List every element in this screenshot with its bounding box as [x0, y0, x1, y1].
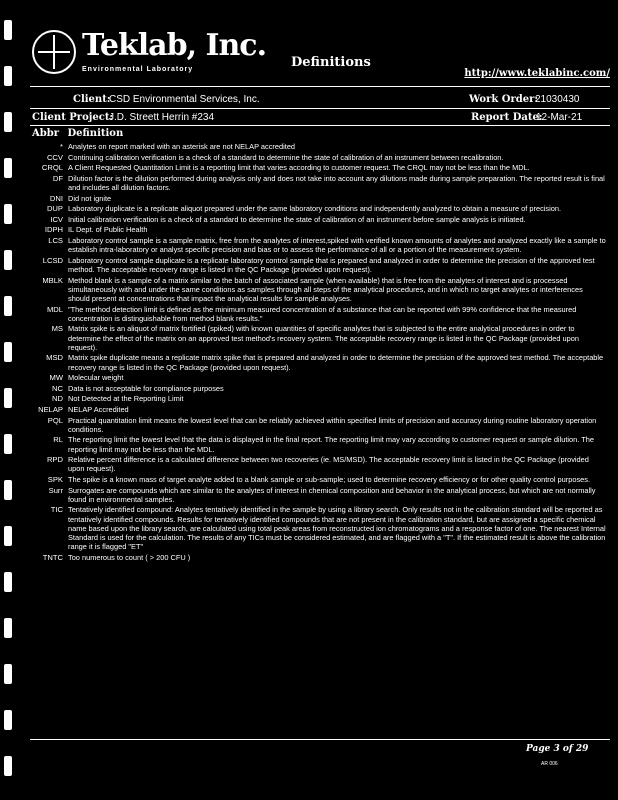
- definition-row: [30, 553, 612, 562]
- definition-abbr: MBLK: [42, 275, 63, 285]
- punch-hole: [4, 572, 12, 592]
- definitions-list: [30, 142, 612, 563]
- definition-text: Did not ignite: [68, 193, 112, 203]
- definition-text: The reporting limit the lowest level that the data is displayed in the final report. The reporting limit may vary according to customer request or sample dilution. The reporting limit may not be less than the MDL.: [68, 435, 594, 454]
- definition-text: NELAP Accredited: [68, 404, 129, 414]
- punch-hole: [4, 20, 12, 40]
- definition-abbr: ND: [52, 394, 63, 404]
- report-date-label: Report Date:: [471, 112, 543, 123]
- definition-row: [30, 394, 612, 403]
- project-divider: [30, 125, 610, 126]
- punch-hole: [4, 158, 12, 178]
- definition-abbr: LCS: [48, 235, 63, 245]
- definition-row: [30, 505, 612, 551]
- definition-row: [30, 256, 612, 274]
- definition-text: Initial calibration verification is a check of a standard to determine the state of calibration of an instrument before sample analysis is initiated.: [68, 214, 526, 224]
- definition-abbr: DUP: [46, 204, 63, 214]
- definition-text: Relative percent difference is a calculated difference between two recoveries (ie. MS/MSD). The acceptable recovery limit is listed in the QC Package (provided upon request).: [68, 455, 589, 474]
- logo-subtitle: Environmental Laboratory: [82, 66, 194, 73]
- definition-text: Matrix spike is an aliquot of matrix fortified (spiked) with known quantities of specific analytes that is subjected to the entire analytical procedures in order to determine the effect of the matrix on an approved test method's recovery system. The acceptable recovery range is listed in the QC Package (provided upon request).: [68, 324, 579, 352]
- definition-row: [30, 373, 612, 382]
- definition-row: [30, 486, 612, 504]
- definition-abbr: LCSD: [42, 255, 63, 265]
- definition-row: [30, 435, 612, 453]
- definition-abbr: NELAP: [38, 404, 63, 414]
- work-order-label: Work Order:: [469, 94, 539, 105]
- punch-hole: [4, 388, 12, 408]
- definition-row: [30, 455, 612, 473]
- punch-hole: [4, 434, 12, 454]
- definition-abbr: MDL: [46, 304, 63, 314]
- teklab-logo: [30, 26, 267, 82]
- definition-row: [30, 236, 612, 254]
- definition-row: [30, 405, 612, 414]
- definition-row: [30, 416, 612, 434]
- definition-abbr: TNTC: [42, 552, 63, 562]
- abbr-column-header: Abbr: [32, 128, 60, 139]
- work-order-value: 21030430: [535, 94, 580, 105]
- punch-hole: [4, 66, 12, 86]
- report-date-value: 12-Mar-21: [536, 112, 583, 123]
- definition-abbr: MW: [49, 373, 63, 383]
- definition-text: Practical quantitation limit means the lowest level that can be reliably achieved within specified limits of precision and accuracy during routine laboratory operation conditions.: [68, 415, 597, 434]
- punch-hole: [4, 342, 12, 362]
- definition-row: [30, 153, 612, 162]
- definition-text: Laboratory control sample is a sample matrix, free from the analytes of interest,spiked with verified known amounts of analytes and analyzed exactly like a sample to establish intra-laboratory or analyst specific precision and bias or to assess the performance of all or a portion of the measurement system.: [68, 235, 606, 255]
- definition-text: Not Detected at the Reporting Limit: [68, 394, 184, 404]
- definition-abbr: NC: [52, 383, 63, 393]
- definition-row: [30, 276, 612, 304]
- definition-abbr: SPK: [47, 474, 63, 484]
- punch-hole: [4, 664, 12, 684]
- definition-text: The spike is a known mass of target analyte added to a blank sample or sub-sample; used to determine recovery efficiency or for other quality control purposes.: [68, 474, 590, 484]
- punch-hole: [4, 710, 12, 730]
- definition-row: [30, 194, 612, 203]
- definition-text: Data is not acceptable for compliance purposes: [68, 383, 224, 393]
- definition-row: [30, 324, 612, 352]
- definition-text: Laboratory duplicate is a replicate aliquot prepared under the same laboratory conditions and independently analyzed to obtain a measure of precision.: [68, 204, 562, 214]
- definition-row: [30, 142, 612, 151]
- definition-abbr: MS: [51, 324, 63, 334]
- logo-name: Teklab, Inc.: [82, 28, 267, 63]
- definition-row: [30, 204, 612, 213]
- definition-text: Method blank is a sample of a matrix similar to the batch of associated sample (when available) that is free from the analytes of interest and is processed simultaneously with and under the same conditions as samples through all steps of the analytical procedures, and in which no target analytes or interferences should present at concentrations that impact the analytical results for sample analyses.: [68, 275, 583, 303]
- definition-column-header: Definition: [67, 128, 124, 139]
- punch-hole: [4, 296, 12, 316]
- client-project-value: J.D. Streett Herrin #234: [109, 112, 215, 123]
- definition-abbr: TIC: [50, 505, 63, 515]
- globe-icon: [32, 30, 76, 74]
- definition-row: [30, 163, 612, 172]
- definition-text: Matrix spike duplicate means a replicate matrix spike that is prepared and analyzed in order to determine the precision of the approved test method. The acceptable recovery range is listed in the QC Package (provided upon request).: [68, 353, 604, 372]
- definition-text: Dilution factor is the dilution performed during analysis only and does not take into account any dilutions made during sample preparation. The reported result is final and includes all dilution factors.: [68, 173, 605, 192]
- definition-text: Surrogates are compounds which are similar to the analytes of interest in chemical composition and behavior in the analytical process, but which are not normally found in environmental samples.: [68, 485, 596, 504]
- definition-text: Continuing calibration verification is a check of a standard to determine the state of calibration of an instrument between recalibration.: [68, 152, 504, 162]
- definition-text: Too numerous to count ( > 200 CFU ): [68, 552, 191, 562]
- definition-row: [30, 353, 612, 371]
- definition-row: [30, 305, 612, 323]
- definition-abbr: CRQL: [41, 163, 63, 173]
- punch-hole: [4, 204, 12, 224]
- definition-abbr: MSD: [46, 353, 63, 363]
- definition-row: [30, 225, 612, 234]
- client-label: Client:: [73, 94, 111, 105]
- definition-text: IL Dept. of Public Health: [68, 225, 148, 235]
- definition-text: Molecular weight: [68, 373, 124, 383]
- definition-abbr: ICV: [50, 214, 63, 224]
- client-project-label: Client Project:: [32, 112, 114, 123]
- definition-row: [30, 384, 612, 393]
- definition-abbr: DNI: [49, 193, 63, 203]
- definition-abbr: RPD: [46, 455, 63, 465]
- definition-text: "The method detection limit is defined as the minimum measured concentration of a substance that can be reported with 99% confidence that the measured concentration is distinguishable from method blank results.": [68, 304, 577, 323]
- definition-abbr: Surr: [48, 485, 63, 495]
- ar-number: AR 006: [541, 761, 558, 767]
- page-title: Definitions: [291, 55, 371, 70]
- definition-abbr: PQL: [47, 415, 63, 425]
- client-value: CSD Environmental Services, Inc.: [109, 94, 260, 105]
- definition-abbr: RL: [53, 435, 63, 445]
- client-divider: [30, 108, 610, 109]
- definition-abbr: *: [60, 142, 63, 151]
- footer-divider: [30, 739, 610, 740]
- definition-row: [30, 475, 612, 484]
- punch-hole: [4, 480, 12, 500]
- punch-hole: [4, 756, 12, 776]
- punch-hole: [4, 526, 12, 546]
- definition-text: A Client Requested Quantitation Limit is a reporting limit that varies according to customer request. The CRQL may not be less than the MDL.: [68, 163, 530, 173]
- header-divider: [30, 86, 610, 87]
- website-link[interactable]: http://www.teklabinc.com/: [464, 68, 610, 79]
- definition-text: Analytes on report marked with an asterisk are not NELAP accredited: [68, 142, 296, 151]
- definition-abbr: DF: [52, 173, 63, 183]
- definition-abbr: IDPH: [44, 225, 63, 235]
- definition-abbr: CCV: [46, 152, 63, 162]
- column-headers: [32, 128, 128, 139]
- definition-text: Laboratory control sample duplicate is a replicate laboratory control sample that is prepared and analyzed in order to determine the precision of the approved test method. The acceptable recovery range is listed in the QC Package (provided upon request).: [68, 255, 595, 274]
- punch-hole: [4, 112, 12, 132]
- punch-hole: [4, 250, 12, 270]
- punch-hole: [4, 618, 12, 638]
- definition-text: Tentatively identified compound: Analytes tentatively identified in the sample by using a library search. Only results not in the calibration standard will be reported as tentatively identified compounds. Results for tentatively identified compounds that are not present in the calibration standard, but are assigned a specific chemical name based upon the library search, are calculated using total peak areas from reconstructed ion chromatograms and a response factor of one. The nearest Internal Standard is used for the calculation. The results of any TICs must be considered estimated, and are flagged with a "T". If the estimated result is above the calibration range it is flagged "ET": [68, 505, 606, 552]
- definition-row: [30, 174, 612, 192]
- page-number: Page 3 of 29: [526, 744, 589, 754]
- definition-row: [30, 215, 612, 224]
